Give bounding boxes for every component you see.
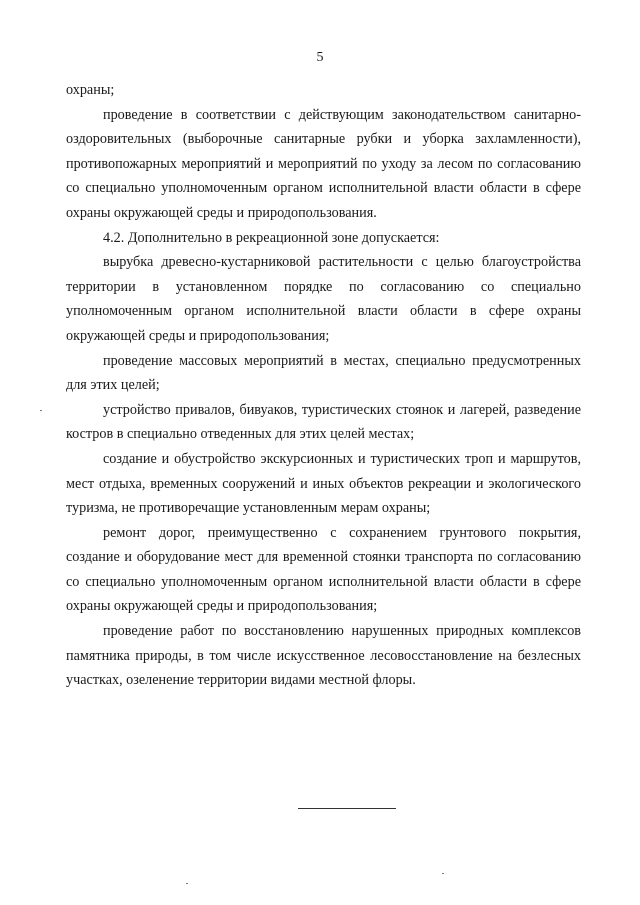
paragraph-mass-events: проведение массовых мероприятий в местах, специально предусмотренных для этих целей; — [66, 352, 581, 394]
scan-speck — [186, 883, 188, 884]
scan-speck — [442, 873, 444, 874]
paragraph-sanitary-measures: проведение в соответствии с действующим законодательством санитарно-оздоровительных (выборочные санитарные рубки и уборка захламленности), противопожарных мероприятий и мероприятий по уходу за лесом по согласованию со специально уполномоченным органом исполнительной власти области в сфере охраны окружающей среды и природопользования. — [66, 106, 581, 221]
paragraph-restoration-works: проведение работ по восстановлению нарушенных природных комплексов памятника природы, в том числе искусственное лесовосстановление на безлесных участках, озеленение территории видами местной флоры. — [66, 623, 581, 689]
document-body — [66, 78, 581, 693]
paragraph-continuation: охраны; — [66, 82, 115, 98]
paragraph-road-repair: ремонт дорог, преимущественно с сохранением грунтового покрытия, создание и оборудование мест для временной стоянки транспорта по согласованию со специально уполномоченным органом исполнительной власти области в сфере охраны окружающей среды и природопользования; — [66, 524, 581, 615]
paragraph-trails-routes: создание и обустройство экскурсионных и туристических троп и маршрутов, мест отдыха, временных сооружений и иных объектов рекреации и экологического туризма, не противоречащие установленным мерам охраны; — [66, 450, 581, 517]
paragraph-camps-bivouacs: устройство привалов, бивуаков, туристических стоянок и лагерей, разведение костров в специально отведенных для этих целей местах; — [66, 401, 581, 443]
page-number: 5 — [316, 50, 324, 65]
paragraph-section-4-2: 4.2. Дополнительно в рекреационной зоне допускается: — [103, 229, 440, 246]
scan-speck — [40, 410, 42, 411]
paragraph-clearing-vegetation: вырубка древесно-кустарниковой растительности с целью благоустройства территории в установленном порядке по согласованию со специально уполномоченным органом исполнительной власти области в сфере охраны окружающей среды и природопользования; — [66, 254, 581, 344]
end-separator-line — [298, 808, 396, 809]
